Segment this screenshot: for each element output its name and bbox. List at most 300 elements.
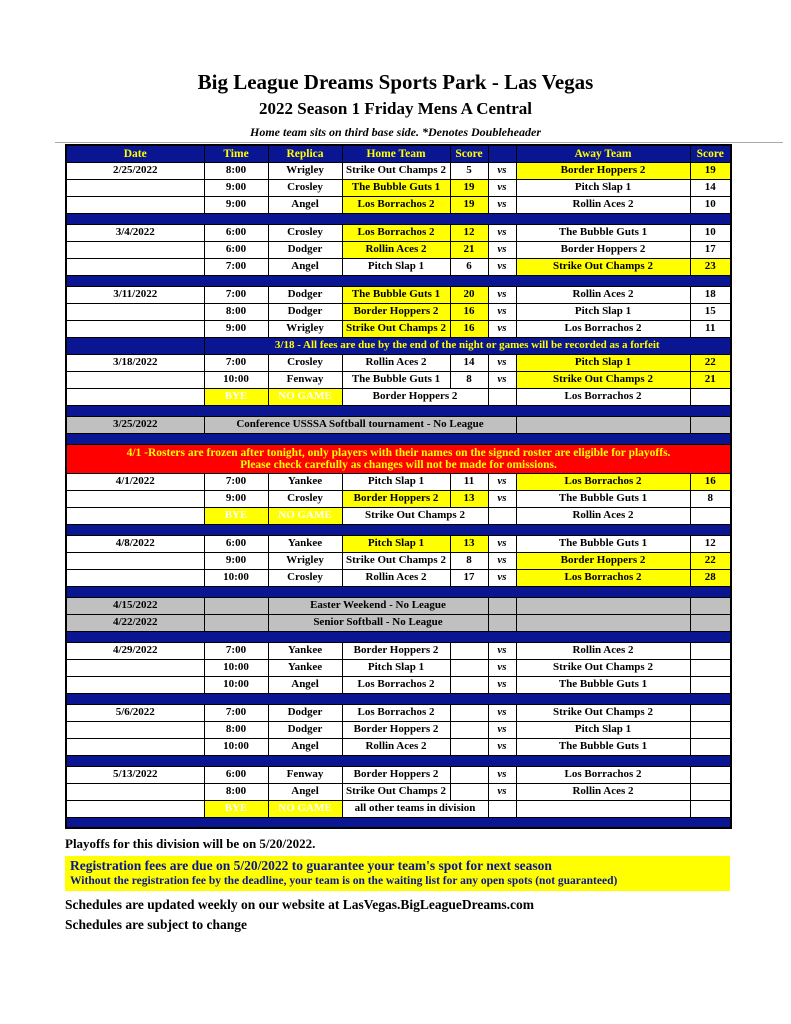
away-score-cell (690, 507, 731, 524)
event-row (66, 416, 731, 433)
vs-label: vs (488, 473, 516, 490)
time-cell: 9:00 (204, 320, 268, 337)
vs-label: vs (488, 371, 516, 388)
home-score-cell (450, 783, 488, 800)
spacer-row (66, 275, 731, 286)
time-cell: 9:00 (204, 552, 268, 569)
home-score-cell (450, 676, 488, 693)
replica-cell: Dodger (268, 721, 342, 738)
time-cell: 7:00 (204, 473, 268, 490)
date-cell (66, 783, 204, 800)
time-cell (204, 597, 268, 614)
away-team-cell (516, 416, 690, 433)
spacer-cell (66, 586, 731, 597)
game-row (66, 224, 731, 241)
home-score-cell: 12 (450, 224, 488, 241)
date-cell: 3/25/2022 (66, 416, 204, 433)
home-score-cell: 11 (450, 473, 488, 490)
replica-cell: Crosley (268, 490, 342, 507)
vs-label: vs (488, 704, 516, 721)
away-score-cell (690, 783, 731, 800)
table-header-row (66, 145, 731, 162)
away-team-cell: The Bubble Guts 1 (516, 738, 690, 755)
game-row (66, 490, 731, 507)
game-row (66, 320, 731, 337)
replica-cell: Angel (268, 196, 342, 213)
registration-waitlist-note: Without the registration fee by the deadline, your team is on the waiting list for any open spots (not guaranteed) (70, 875, 618, 888)
vs-label: vs (488, 286, 516, 303)
home-score-cell: 5 (450, 162, 488, 179)
away-score-cell: 28 (690, 569, 731, 586)
replica-cell: Wrigley (268, 320, 342, 337)
replica-cell: Fenway (268, 371, 342, 388)
date-cell (66, 337, 204, 354)
time-cell: 6:00 (204, 535, 268, 552)
event-text-cell: Senior Softball - No League (268, 614, 488, 631)
time-cell: 7:00 (204, 354, 268, 371)
time-cell: 7:00 (204, 642, 268, 659)
away-team-cell: Rollin Aces 2 (516, 286, 690, 303)
time-cell: 8:00 (204, 162, 268, 179)
header-away-score: Score (690, 145, 731, 162)
time-cell: 10:00 (204, 738, 268, 755)
home-team-cell: Pitch Slap 1 (342, 258, 450, 275)
game-row (66, 473, 731, 490)
vs-label: vs (488, 535, 516, 552)
game-row (66, 371, 731, 388)
home-score-cell: 20 (450, 286, 488, 303)
time-cell: 8:00 (204, 303, 268, 320)
notice-row (66, 337, 731, 354)
vs-label: vs (488, 179, 516, 196)
away-score-cell: 8 (690, 490, 731, 507)
date-cell: 4/29/2022 (66, 642, 204, 659)
home-team-cell: Strike Out Champs 2 (342, 783, 450, 800)
event-row (66, 614, 731, 631)
spacer-cell (66, 755, 731, 766)
replica-cell: Angel (268, 258, 342, 275)
replica-cell: Yankee (268, 535, 342, 552)
time-cell: 6:00 (204, 766, 268, 783)
home-team-cell: The Bubble Guts 1 (342, 286, 450, 303)
away-team-cell: Strike Out Champs 2 (516, 258, 690, 275)
header-home-team: Home Team (342, 145, 450, 162)
away-score-cell: 22 (690, 354, 731, 371)
away-team-cell: Border Hoppers 2 (516, 241, 690, 258)
replica-cell: Wrigley (268, 162, 342, 179)
spacer-cell (66, 405, 731, 416)
bye-cell: BYE (204, 388, 268, 405)
home-score-cell: 14 (450, 354, 488, 371)
date-cell (66, 196, 204, 213)
date-cell (66, 388, 204, 405)
game-row (66, 569, 731, 586)
time-cell: 8:00 (204, 783, 268, 800)
game-row (66, 721, 731, 738)
vs-label: vs (488, 490, 516, 507)
home-team-cell: Pitch Slap 1 (342, 659, 450, 676)
time-cell: 10:00 (204, 676, 268, 693)
away-team-cell: The Bubble Guts 1 (516, 224, 690, 241)
home-score-cell (450, 721, 488, 738)
header-vs (488, 145, 516, 162)
date-cell (66, 179, 204, 196)
away-team-cell: Los Borrachos 2 (516, 766, 690, 783)
away-team-cell: Los Borrachos 2 (516, 569, 690, 586)
date-cell: 3/11/2022 (66, 286, 204, 303)
home-team-cell: Rollin Aces 2 (342, 241, 450, 258)
vs-label: vs (488, 241, 516, 258)
date-cell: 2/25/2022 (66, 162, 204, 179)
date-cell (66, 490, 204, 507)
no-game-cell: NO GAME (268, 388, 342, 405)
time-cell: 7:00 (204, 258, 268, 275)
time-cell: 6:00 (204, 224, 268, 241)
replica-cell: Angel (268, 783, 342, 800)
spacer-cell (66, 631, 731, 642)
away-score-cell: 10 (690, 224, 731, 241)
website-note: Schedules are updated weekly on our website at LasVegas.BigLeagueDreams.com (65, 897, 535, 913)
away-score-cell (690, 642, 731, 659)
replica-cell: Dodger (268, 303, 342, 320)
away-score-cell: 18 (690, 286, 731, 303)
away-team-cell: Rollin Aces 2 (516, 642, 690, 659)
vs-label: vs (488, 162, 516, 179)
vs-label: vs (488, 569, 516, 586)
game-row (66, 766, 731, 783)
away-team-cell: Strike Out Champs 2 (516, 371, 690, 388)
home-team-cell: The Bubble Guts 1 (342, 179, 450, 196)
home-team-cell: all other teams in division (342, 800, 488, 817)
bye-cell: BYE (204, 800, 268, 817)
replica-cell: Crosley (268, 354, 342, 371)
away-score-cell: 22 (690, 552, 731, 569)
header-away-team: Away Team (516, 145, 690, 162)
home-team-cell: Pitch Slap 1 (342, 535, 450, 552)
game-row (66, 783, 731, 800)
spacer-row (66, 524, 731, 535)
game-row (66, 552, 731, 569)
time-cell: 9:00 (204, 490, 268, 507)
spacer-row (66, 817, 731, 828)
replica-cell: Fenway (268, 766, 342, 783)
time-cell: 7:00 (204, 704, 268, 721)
home-score-cell: 13 (450, 535, 488, 552)
home-team-cell: The Bubble Guts 1 (342, 371, 450, 388)
game-row (66, 303, 731, 320)
game-row (66, 704, 731, 721)
alert-row (66, 444, 731, 473)
game-row (66, 286, 731, 303)
replica-cell: Dodger (268, 704, 342, 721)
spacer-cell (66, 275, 731, 286)
away-score-cell (690, 659, 731, 676)
away-score-cell (690, 800, 731, 817)
home-team-cell: Strike Out Champs 2 (342, 507, 488, 524)
replica-cell: Crosley (268, 224, 342, 241)
spacer-cell (66, 213, 731, 224)
home-team-cell: Rollin Aces 2 (342, 569, 450, 586)
replica-cell: Angel (268, 738, 342, 755)
home-team-cell: Strike Out Champs 2 (342, 552, 450, 569)
home-score-cell: 17 (450, 569, 488, 586)
game-row (66, 162, 731, 179)
home-team-cell: Border Hoppers 2 (342, 642, 450, 659)
away-team-cell: Rollin Aces 2 (516, 196, 690, 213)
home-score-cell (450, 704, 488, 721)
vs-label: vs (488, 721, 516, 738)
home-team-cell: Strike Out Champs 2 (342, 320, 450, 337)
away-score-cell: 16 (690, 473, 731, 490)
header-date: Date (66, 145, 204, 162)
date-cell (66, 552, 204, 569)
bye-row (66, 388, 731, 405)
spacer-row (66, 755, 731, 766)
game-row (66, 676, 731, 693)
game-row (66, 258, 731, 275)
home-team-cell: Border Hoppers 2 (342, 490, 450, 507)
away-score-cell: 23 (690, 258, 731, 275)
date-cell: 4/1/2022 (66, 473, 204, 490)
away-score-cell (690, 388, 731, 405)
away-score-cell: 11 (690, 320, 731, 337)
vs-label (488, 507, 516, 524)
home-team-cell: Rollin Aces 2 (342, 354, 450, 371)
game-row (66, 179, 731, 196)
replica-cell: Crosley (268, 569, 342, 586)
no-game-cell: NO GAME (268, 507, 342, 524)
event-row (66, 597, 731, 614)
date-cell (66, 320, 204, 337)
bye-row (66, 800, 731, 817)
date-cell (66, 258, 204, 275)
away-team-cell (516, 614, 690, 631)
home-team-cell: Border Hoppers 2 (342, 721, 450, 738)
game-row (66, 241, 731, 258)
date-cell (66, 738, 204, 755)
page-title: Big League Dreams Sports Park - Las Vegas (197, 70, 594, 94)
replica-cell: Crosley (268, 179, 342, 196)
away-team-cell: Pitch Slap 1 (516, 303, 690, 320)
away-team-cell: Rollin Aces 2 (516, 507, 690, 524)
date-cell (66, 371, 204, 388)
header-home-score: Score (450, 145, 488, 162)
date-cell: 4/15/2022 (66, 597, 204, 614)
home-team-cell: Pitch Slap 1 (342, 473, 450, 490)
away-team-cell: Los Borrachos 2 (516, 320, 690, 337)
date-cell (66, 507, 204, 524)
away-team-cell: The Bubble Guts 1 (516, 676, 690, 693)
vs-label: vs (488, 659, 516, 676)
header-replica: Replica (268, 145, 342, 162)
home-score-cell (450, 766, 488, 783)
away-team-cell: Strike Out Champs 2 (516, 704, 690, 721)
date-cell (66, 241, 204, 258)
spacer-row (66, 631, 731, 642)
home-score-cell: 19 (450, 179, 488, 196)
vs-label (488, 388, 516, 405)
date-cell (66, 303, 204, 320)
vs-label: vs (488, 552, 516, 569)
time-cell: 9:00 (204, 179, 268, 196)
away-score-cell (690, 738, 731, 755)
home-score-cell: 21 (450, 241, 488, 258)
registration-banner (65, 856, 730, 891)
event-text-cell: Conference USSSA Softball tournament - No League (204, 416, 516, 433)
away-team-cell: Border Hoppers 2 (516, 162, 690, 179)
time-cell: 6:00 (204, 241, 268, 258)
away-score-cell (690, 597, 731, 614)
schedule-table (65, 144, 732, 829)
home-team-cell: Border Hoppers 2 (342, 388, 488, 405)
home-team-note: Home team sits on third base side. *Denotes Doubleheader (250, 125, 541, 139)
spacer-row (66, 586, 731, 597)
away-team-cell: Los Borrachos 2 (516, 388, 690, 405)
game-row (66, 659, 731, 676)
alert-line: 4/1 -Rosters are frozen after tonight, only players with their names on the signed roster are eligible for playoffs. (126, 446, 671, 459)
away-score-cell: 17 (690, 241, 731, 258)
vs-label: vs (488, 224, 516, 241)
away-score-cell (690, 614, 731, 631)
replica-cell: Dodger (268, 286, 342, 303)
vs-label: vs (488, 676, 516, 693)
time-cell: 8:00 (204, 721, 268, 738)
home-score-cell: 16 (450, 320, 488, 337)
away-score-cell: 19 (690, 162, 731, 179)
home-score-cell (450, 659, 488, 676)
vs-label: vs (488, 258, 516, 275)
alert-text-cell (66, 444, 731, 473)
spacer-row (66, 405, 731, 416)
away-score-cell: 14 (690, 179, 731, 196)
vs-cell (488, 614, 516, 631)
spacer-cell (66, 524, 731, 535)
spacer-row (66, 433, 731, 444)
vs-label: vs (488, 320, 516, 337)
away-score-cell (690, 704, 731, 721)
away-score-cell: 21 (690, 371, 731, 388)
away-team-cell: Rollin Aces 2 (516, 783, 690, 800)
away-team-cell (516, 597, 690, 614)
date-cell (66, 800, 204, 817)
vs-label: vs (488, 642, 516, 659)
vs-label: vs (488, 766, 516, 783)
time-cell: 10:00 (204, 371, 268, 388)
spacer-cell (66, 693, 731, 704)
date-cell (66, 721, 204, 738)
game-row (66, 196, 731, 213)
replica-cell: Wrigley (268, 552, 342, 569)
registration-due-note: Registration fees are due on 5/20/2022 to guarantee your team's spot for next season (70, 858, 552, 874)
replica-cell: Yankee (268, 473, 342, 490)
away-team-cell: The Bubble Guts 1 (516, 490, 690, 507)
away-score-cell (690, 766, 731, 783)
time-cell: 9:00 (204, 196, 268, 213)
away-team-cell: Strike Out Champs 2 (516, 659, 690, 676)
home-score-cell (450, 642, 488, 659)
vs-label: vs (488, 738, 516, 755)
away-score-cell: 12 (690, 535, 731, 552)
playoffs-note: Playoffs for this division will be on 5/20/2022. (65, 836, 316, 852)
footer-notes (65, 836, 730, 933)
spacer-row (66, 213, 731, 224)
replica-cell: Yankee (268, 642, 342, 659)
date-cell: 3/4/2022 (66, 224, 204, 241)
home-score-cell: 19 (450, 196, 488, 213)
away-team-cell: The Bubble Guts 1 (516, 535, 690, 552)
spacer-cell (66, 817, 731, 828)
home-score-cell: 8 (450, 371, 488, 388)
vs-label: vs (488, 303, 516, 320)
home-score-cell: 13 (450, 490, 488, 507)
away-score-cell: 10 (690, 196, 731, 213)
date-cell (66, 676, 204, 693)
home-team-cell: Rollin Aces 2 (342, 738, 450, 755)
date-cell: 5/6/2022 (66, 704, 204, 721)
away-score-cell (690, 416, 731, 433)
date-cell: 5/13/2022 (66, 766, 204, 783)
away-score-cell (690, 721, 731, 738)
date-cell: 4/22/2022 (66, 614, 204, 631)
notice-text-cell: 3/18 - All fees are due by the end of the night or games will be recorded as a forfeit (204, 337, 731, 354)
alert-line: Please check carefully as changes will not be made for omissions. (240, 458, 557, 471)
vs-label: vs (488, 354, 516, 371)
home-score-cell (450, 738, 488, 755)
vs-cell (488, 597, 516, 614)
home-team-cell: Los Borrachos 2 (342, 704, 450, 721)
date-cell (66, 569, 204, 586)
time-cell: 10:00 (204, 569, 268, 586)
game-row (66, 535, 731, 552)
no-game-cell: NO GAME (268, 800, 342, 817)
spacer-cell (66, 433, 731, 444)
time-cell (204, 614, 268, 631)
away-team-cell: Pitch Slap 1 (516, 354, 690, 371)
date-cell: 4/8/2022 (66, 535, 204, 552)
bye-cell: BYE (204, 507, 268, 524)
time-cell: 10:00 (204, 659, 268, 676)
away-team-cell: Pitch Slap 1 (516, 721, 690, 738)
date-cell (66, 659, 204, 676)
date-cell: 3/18/2022 (66, 354, 204, 371)
game-row (66, 738, 731, 755)
subject-to-change-note: Schedules are subject to change (65, 917, 247, 933)
vs-label: vs (488, 783, 516, 800)
season-subtitle: 2022 Season 1 Friday Mens A Central (259, 99, 532, 118)
replica-cell: Angel (268, 676, 342, 693)
home-score-cell: 16 (450, 303, 488, 320)
game-row (66, 354, 731, 371)
replica-cell: Dodger (268, 241, 342, 258)
home-team-cell: Border Hoppers 2 (342, 766, 450, 783)
bye-row (66, 507, 731, 524)
vs-label: vs (488, 196, 516, 213)
replica-cell: Yankee (268, 659, 342, 676)
vs-label (488, 800, 516, 817)
header-time: Time (204, 145, 268, 162)
away-team-cell: Pitch Slap 1 (516, 179, 690, 196)
time-cell: 7:00 (204, 286, 268, 303)
divider-line (55, 142, 783, 143)
home-team-cell: Los Borrachos 2 (342, 196, 450, 213)
home-team-cell: Strike Out Champs 2 (342, 162, 450, 179)
away-team-cell: Los Borrachos 2 (516, 473, 690, 490)
spacer-row (66, 693, 731, 704)
away-team-cell (516, 800, 690, 817)
game-row (66, 642, 731, 659)
home-team-cell: Los Borrachos 2 (342, 224, 450, 241)
away-score-cell (690, 676, 731, 693)
